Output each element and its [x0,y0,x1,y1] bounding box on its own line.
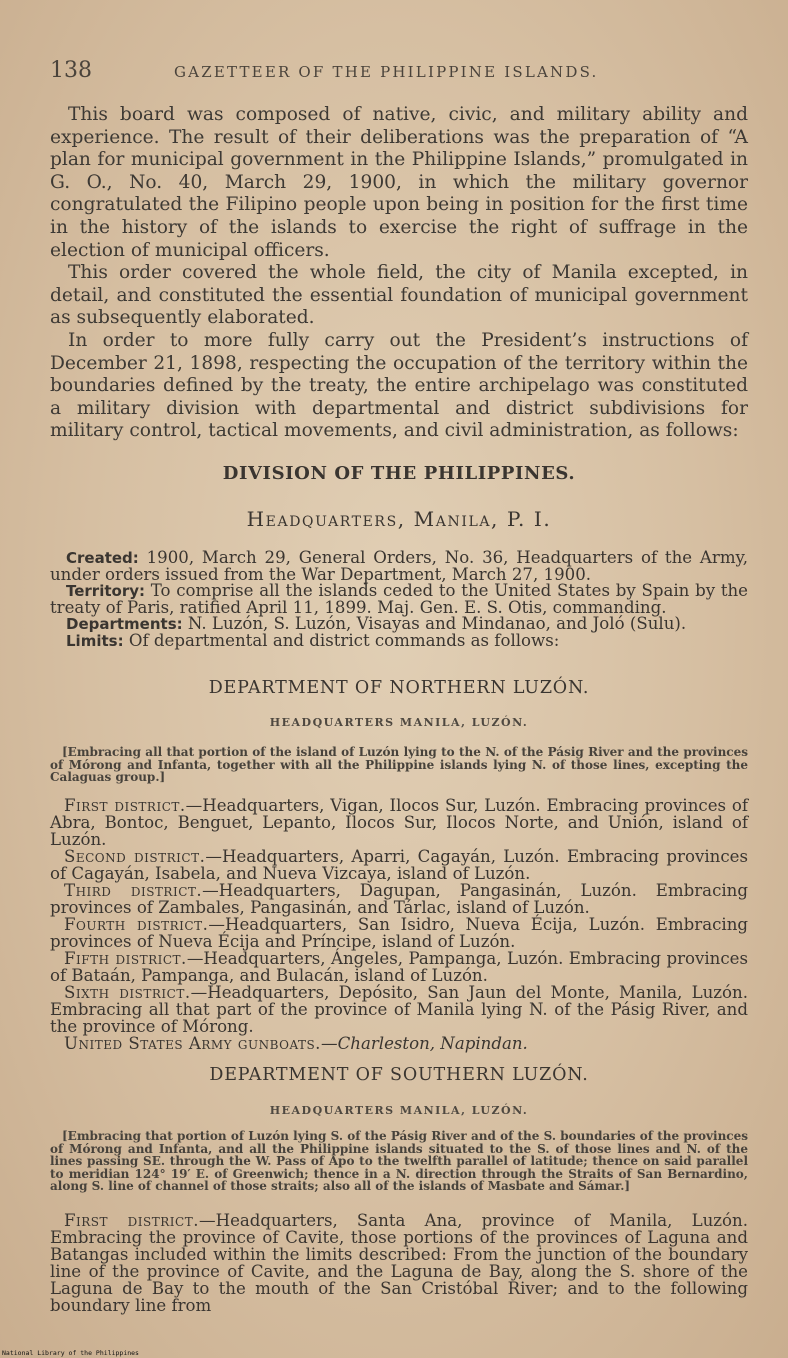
district-text: —Headquarters, Aparri, Cagayán, Luzón. Embracing provinces of Cagayán, Isabela, and Nueva Vizcaya, island of Luzón. [50,847,748,883]
district-entry [50,797,748,848]
gunboats-label: United States Army gunboats. [64,1034,321,1053]
district-text: —Headquarters, Dagupan, Pangasinán, Luzón. Embracing provinces of Zambales, Pangasinán, and Tárlac, island of Luzón. [50,881,748,917]
division-title: DIVISION OF THE PHILIPPINES. [222,463,576,484]
southern-department-title: DEPARTMENT OF SOUTHERN LUZÓN. [209,1065,589,1085]
northern-department-headquarters: HEADQUARTERS MANILA, LUZÓN. [269,716,529,729]
district-text: —Headquarters, Ángeles, Pampanga, Luzón. Embracing provinces of Bataán, Pampanga, and Bulacán, island of Luzón. [50,949,748,985]
intro-paragraph: This order covered the whole field, the city of Manila excepted, in detail, and constituted the essential foundation of municipal government as subsequently elaborated. [50,262,748,329]
district-text: —Headquarters, Vigan, Ilocos Sur, Luzón. Embracing provinces of Abra, Bontoc, Benguet, Lepanto, Ilocos Sur, Ilocos Norte, and Unión, island of Luzón. [50,796,748,849]
field-text: N. Luzón, S. Luzón, Visayas and Mindanao, and Joló (Sulu). [182,614,687,634]
intro-paragraph: This board was composed of native, civic, and military ability and experience. The result of their deliberations was the preparation of “A plan for municipal government in the Philippine Islands,” promulgated in G. O., No. 40, March 29, 1900, in which the military governor congratulated the Filipino people upon being in position for the first time in the history of the islands to exercise the right of suffrage in the election of municipal officers. [50,104,748,261]
district-entry [50,1212,748,1314]
district-text: —Headquarters, Depósito, San Jaun del Monte, Manila, Luzón. Embracing all that part of the province of Manila lying N. of the Pásig River, and the province of Mórong. [50,983,749,1036]
southern-department-limits: [Embracing that portion of Luzón lying S. of the Pásig River and of the S. boundaries of the provinces of Mórong and Infanta, and all the Philippine islands situated to the S. of those lines and N. of the lines passing SE. through the W. Pass of Apo to the twelfth parallel of latitude; thence on said parallel to meridian 124° 19′ E. of Greenwich; thence in a N. direction through the Straits of San Bernardino, along S. line of channel of those straits; also all of the islands of Masbate and Sámar.] [50,1129,748,1194]
district-label: Fifth district. [64,949,187,968]
district-entry [50,882,748,916]
field-text: Of departmental and district commands as follows: [123,630,560,650]
district-entry [50,848,748,882]
field-text: To comprise all the islands ceded to the United States by Spain by the treaty of Paris, ratified April 11, 1899. Maj. Gen. E. S. Otis, commanding. [50,581,748,617]
field-label: Departments: [66,615,183,634]
district-entry [50,950,748,984]
northern-department-limits: [Embracing all that portion of the island of Luzón lying to the N. of the Pásig River and the provinces of Mórong and Infanta, together with all the Philippine islands lying N. of those lines, excepting the Calaguas group.] [50,745,748,785]
division-field [50,550,748,583]
district-entry [50,916,748,950]
district-label: First district. [64,796,186,815]
southern-department-headquarters: HEADQUARTERS MANILA, LUZÓN. [269,1104,529,1117]
district-label: Fourth district. [64,915,209,934]
field-label: Territory: [66,582,145,601]
intro-paragraph: In order to more fully carry out the President’s instructions of December 21, 1898, respecting the occupation of the territory within the boundaries defined by the treaty, the entire archipelago was constituted a military division with departmental and district subdivisions for military control, tactical movements, and civil administration, as follows: [50,329,748,442]
running-head [50,58,750,84]
page-number: 138 [50,58,92,83]
division-headquarters: Headquarters, Manila, P. I. [246,507,552,531]
running-title: GAZETTEER OF THE PHILIPPINE ISLANDS. [174,63,599,81]
northern-districts [50,797,748,1052]
southern-districts [50,1212,748,1314]
intro-text [50,104,748,443]
field-label: Limits: [66,631,124,650]
division-fields [50,550,748,650]
district-text: —Headquarters, Santa Ana, province of Manila, Luzón. Embracing the province of Cavite, those portions of the provinces of Laguna and Batangas included within the limits described: From the junction of the boundary line of the province of Cavite, and the Laguna de Bay, along the S. shore of the Laguna de Bay to the mouth of the San Cristóbal River; and to the following boundary line from [50,1211,748,1315]
division-field [50,630,748,650]
district-label: First district. [64,1211,199,1230]
district-text: —Headquarters, San Isidro, Nueva Écija, Luzón. Embracing provinces of Nueva Écija and Príncipe, island of Luzón. [50,915,749,951]
field-text: 1900, March 29, General Orders, No. 36, Headquarters of the Army, under orders issued from the War Department, March 27, 1900. [50,548,748,584]
library-credit: National Library of the Philippines [2,1349,139,1357]
district-label: Third district. [64,881,203,900]
northern-department-title: DEPARTMENT OF NORTHERN LUZÓN. [208,678,590,698]
district-label: Sixth district. [64,983,191,1002]
gunboats-text: —Charleston, Napindan. [320,1034,528,1053]
district-entry [50,984,748,1035]
field-label: Created: [66,549,139,567]
division-field [50,583,748,616]
district-label: Second district. [64,847,206,866]
gunboats-entry [50,1035,748,1052]
